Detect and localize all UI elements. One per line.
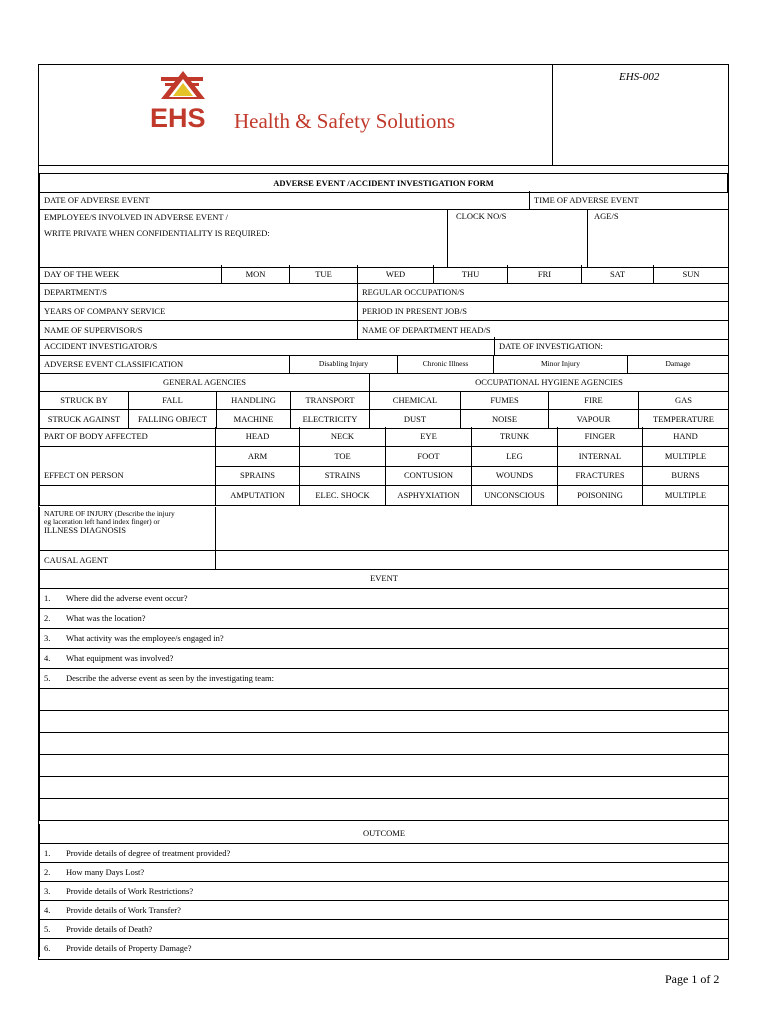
body-arm[interactable]: ARM <box>216 447 300 467</box>
event-blank-line[interactable] <box>40 689 729 711</box>
outcome-table <box>39 824 729 957</box>
outcome-question-5[interactable]: 5. Provide details of Death? <box>40 920 729 939</box>
day-of-week-label: DAY OF THE WEEK <box>40 265 222 284</box>
class-disabling-injury[interactable]: Disabling Injury <box>290 355 398 374</box>
agency-fire[interactable]: FIRE <box>549 391 639 410</box>
ehs-logo-icon <box>147 69 219 131</box>
day-of-week-row <box>39 265 729 284</box>
event-question-3[interactable]: 3. What activity was the employee/s engaged in? <box>40 629 729 649</box>
causal-agent-field[interactable] <box>216 551 729 570</box>
agency-struck-against[interactable]: STRUCK AGAINST <box>40 410 129 429</box>
body-internal[interactable]: INTERNAL <box>558 447 643 467</box>
class-minor-injury[interactable]: Minor Injury <box>494 355 628 374</box>
title-table <box>39 173 728 193</box>
event-blank-line[interactable] <box>40 777 729 799</box>
event-blank-line[interactable] <box>40 711 729 733</box>
event-blank-line[interactable] <box>40 733 729 755</box>
class-chronic-illness[interactable]: Chronic Illness <box>398 355 494 374</box>
departments-field[interactable]: DEPARTMENT/S <box>40 283 358 302</box>
event-blank-line[interactable] <box>40 755 729 777</box>
effect-sprains[interactable]: SPRAINS <box>216 466 300 486</box>
employees-row <box>39 209 729 268</box>
body-leg[interactable]: LEG <box>472 447 558 467</box>
body-foot[interactable]: FOOT <box>386 447 472 467</box>
employees-field[interactable] <box>40 209 448 268</box>
event-question-5[interactable]: 5. Describe the adverse event as seen by the investigating team: <box>40 669 729 689</box>
effect-unconscious[interactable]: UNCONSCIOUS <box>472 486 558 506</box>
clock-no-field[interactable]: CLOCK NO/S <box>448 209 588 268</box>
form-frame <box>38 64 729 960</box>
agency-noise[interactable]: NOISE <box>461 410 549 429</box>
outcome-question-3[interactable]: 3. Provide details of Work Restrictions? <box>40 882 729 901</box>
staff-info-table <box>39 283 729 340</box>
day-sat[interactable]: SAT <box>582 265 654 284</box>
effect-elec-shock[interactable]: ELEC. SHOCK <box>300 486 386 506</box>
investigators-row <box>39 337 729 356</box>
event-blank-line[interactable] <box>40 799 729 821</box>
investigators-field[interactable]: ACCIDENT INVESTIGATOR/S <box>40 337 495 356</box>
day-tue[interactable]: TUE <box>290 265 358 284</box>
agency-fall[interactable]: FALL <box>129 391 217 410</box>
form-code: EHS-002 <box>619 71 660 83</box>
day-mon[interactable]: MON <box>222 265 290 284</box>
event-heading: EVENT <box>40 569 729 589</box>
agency-falling-object[interactable]: FALLING OBJECT <box>129 410 217 429</box>
effect-label: EFFECT ON PERSON <box>40 466 216 486</box>
body-head[interactable]: HEAD <box>216 427 300 447</box>
dept-heads-field[interactable]: NAME OF DEPARTMENT HEAD/S <box>358 321 729 340</box>
body-multiple[interactable]: MULTIPLE <box>643 447 729 467</box>
body-toe[interactable]: TOE <box>300 447 386 467</box>
effect-strains[interactable]: STRAINS <box>300 466 386 486</box>
svg-text:EHS: EHS <box>150 103 206 131</box>
agency-struck-by[interactable]: STRUCK BY <box>40 391 129 410</box>
effect-contusion[interactable]: CONTUSION <box>386 466 472 486</box>
page-number: Page 1 of 2 <box>665 972 720 986</box>
agency-gas[interactable]: GAS <box>639 391 729 410</box>
body-effect-table <box>39 427 729 506</box>
form-header <box>39 65 728 166</box>
period-jobs-field[interactable]: PERIOD IN PRESENT JOB/S <box>358 302 729 321</box>
supervisors-field[interactable]: NAME OF SUPERVISOR/S <box>40 321 358 340</box>
effect-blank <box>40 486 216 506</box>
effect-multiple[interactable]: MULTIPLE <box>643 486 729 506</box>
body-neck[interactable]: NECK <box>300 427 386 447</box>
general-agencies-heading: GENERAL AGENCIES <box>40 373 370 392</box>
date-time-row <box>39 191 729 210</box>
outcome-heading: OUTCOME <box>40 824 729 844</box>
agency-dust[interactable]: DUST <box>370 410 461 429</box>
date-investigation-field[interactable]: DATE OF INVESTIGATION: <box>495 337 729 356</box>
agency-electricity[interactable]: ELECTRICITY <box>291 410 370 429</box>
occ-hygiene-heading: OCCUPATIONAL HYGIENE AGENCIES <box>370 373 729 392</box>
effect-poisoning[interactable]: POISONING <box>558 486 643 506</box>
outcome-question-1[interactable]: 1. Provide details of degree of treatment provided? <box>40 844 729 863</box>
outcome-question-6[interactable]: 6. Provide details of Property Damage? <box>40 939 729 958</box>
effect-asphyxiation[interactable]: ASPHYXIATION <box>386 486 472 506</box>
agency-handling[interactable]: HANDLING <box>217 391 291 410</box>
body-eye[interactable]: EYE <box>386 427 472 447</box>
employees-label-2: WRITE PRIVATE WHEN CONFIDENTIALITY IS REQUIRED: <box>44 228 270 239</box>
agency-temperature[interactable]: TEMPERATURE <box>639 410 729 429</box>
effect-burns[interactable]: BURNS <box>643 466 729 486</box>
nature-causal-table <box>39 507 729 570</box>
nature-injury-field[interactable] <box>216 507 729 551</box>
body-finger[interactable]: FINGER <box>558 427 643 447</box>
outcome-question-4[interactable]: 4. Provide details of Work Transfer? <box>40 901 729 920</box>
body-hand[interactable]: HAND <box>643 427 729 447</box>
effect-amputation[interactable]: AMPUTATION <box>216 486 300 506</box>
day-thu[interactable]: THU <box>434 265 508 284</box>
time-event-field[interactable]: TIME OF ADVERSE EVENT <box>530 191 729 210</box>
day-sun[interactable]: SUN <box>654 265 729 284</box>
effect-wounds[interactable]: WOUNDS <box>472 466 558 486</box>
years-service-field[interactable]: YEARS OF COMPANY SERVICE <box>40 302 358 321</box>
day-wed[interactable]: WED <box>358 265 434 284</box>
ages-field[interactable]: AGE/S <box>588 209 729 268</box>
class-damage[interactable]: Damage <box>628 355 729 374</box>
outcome-question-2[interactable]: 2. How many Days Lost? <box>40 863 729 882</box>
agency-machine[interactable]: MACHINE <box>217 410 291 429</box>
agency-transport[interactable]: TRANSPORT <box>291 391 370 410</box>
agency-fumes[interactable]: FUMES <box>461 391 549 410</box>
agencies-heading-row <box>39 373 729 392</box>
employees-label-1: EMPLOYEE/S INVOLVED IN ADVERSE EVENT / <box>44 212 228 222</box>
agencies-table <box>39 391 729 429</box>
event-question-1[interactable]: 1. Where did the adverse event occur? <box>40 589 729 609</box>
effect-fractures[interactable]: FRACTURES <box>558 466 643 486</box>
event-question-4[interactable]: 4. What equipment was involved? <box>40 649 729 669</box>
body-trunk[interactable]: TRUNK <box>472 427 558 447</box>
day-fri[interactable]: FRI <box>508 265 582 284</box>
classification-row <box>39 355 729 374</box>
causal-agent-label: CAUSAL AGENT <box>40 551 216 570</box>
body-part-label: PART OF BODY AFFECTED <box>40 427 216 447</box>
nature-injury-label: NATURE OF INJURY (Describe the injury eg laceration left hand index finger) or ILLNESS DIAGNOSIS <box>40 507 216 551</box>
agency-vapour[interactable]: VAPOUR <box>549 410 639 429</box>
event-question-2[interactable]: 2. What was the location? <box>40 609 729 629</box>
classification-label: ADVERSE EVENT CLASSIFICATION <box>40 355 290 374</box>
regular-occupation-field[interactable]: REGULAR OCCUPATION/S <box>358 283 729 302</box>
form-title: ADVERSE EVENT /ACCIDENT INVESTIGATION FORM <box>40 174 728 193</box>
agency-chemical[interactable]: CHEMICAL <box>370 391 461 410</box>
event-table <box>39 569 729 821</box>
body-part-blank <box>40 447 216 467</box>
company-name: Health & Safety Solutions <box>234 109 456 133</box>
date-event-field[interactable]: DATE OF ADVERSE EVENT <box>40 191 530 210</box>
